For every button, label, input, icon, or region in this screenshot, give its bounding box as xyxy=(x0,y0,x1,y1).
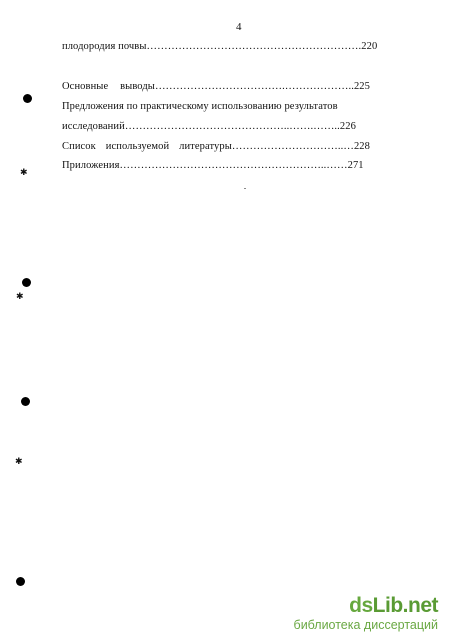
toc-entry-page: 225 xyxy=(353,81,370,92)
toc-entry-leader: …………………………..… xyxy=(231,141,354,152)
toc-entry-page: 228 xyxy=(353,141,370,152)
watermark-logo-lib: Lib.net xyxy=(372,594,438,617)
toc-entry-title: плодородия почвы xyxy=(62,41,147,52)
toc-entry-page: 226 xyxy=(339,121,356,132)
toc-entry-leader: ……………………………….……………….. xyxy=(154,81,354,92)
binder-hole-mark xyxy=(22,278,31,287)
toc-entry-leader: …………………………………………………..…… xyxy=(119,160,348,171)
scan-mark: ✱ xyxy=(16,291,24,301)
toc-entry xyxy=(62,141,370,152)
scan-speck xyxy=(244,188,246,189)
scan-mark: ✱ xyxy=(15,456,23,466)
toc-entry-title: Основные выводы xyxy=(62,81,155,92)
toc-entry xyxy=(62,81,370,92)
toc-entry-title: исследований xyxy=(62,121,125,132)
binder-hole-mark xyxy=(23,94,32,103)
toc-entry-page: 220 xyxy=(361,41,378,52)
toc-entry-title: Список используемой литературы xyxy=(62,141,232,152)
watermark xyxy=(294,595,438,632)
toc-entry-leader: ………………………………………..…….…….. xyxy=(124,121,340,132)
toc-entry-leader: ……………………………………………………. xyxy=(146,41,362,52)
toc-entry xyxy=(62,101,338,112)
watermark-logo xyxy=(294,595,438,616)
scan-mark: ✱ xyxy=(20,167,28,177)
toc-entry-title: Предложения по практическому использованию результатов xyxy=(62,101,338,112)
toc-entry xyxy=(62,160,370,171)
toc-entry-page: 271 xyxy=(347,160,364,171)
binder-hole-mark xyxy=(16,577,25,586)
watermark-logo-ds: ds xyxy=(349,594,373,617)
toc-entry xyxy=(62,41,378,52)
binder-hole-mark xyxy=(21,397,30,406)
page-number: 4 xyxy=(236,21,242,33)
toc-entry xyxy=(62,121,370,132)
watermark-tagline: библиотека диссертаций xyxy=(293,618,438,632)
toc-entry-title: Приложения xyxy=(62,160,120,171)
